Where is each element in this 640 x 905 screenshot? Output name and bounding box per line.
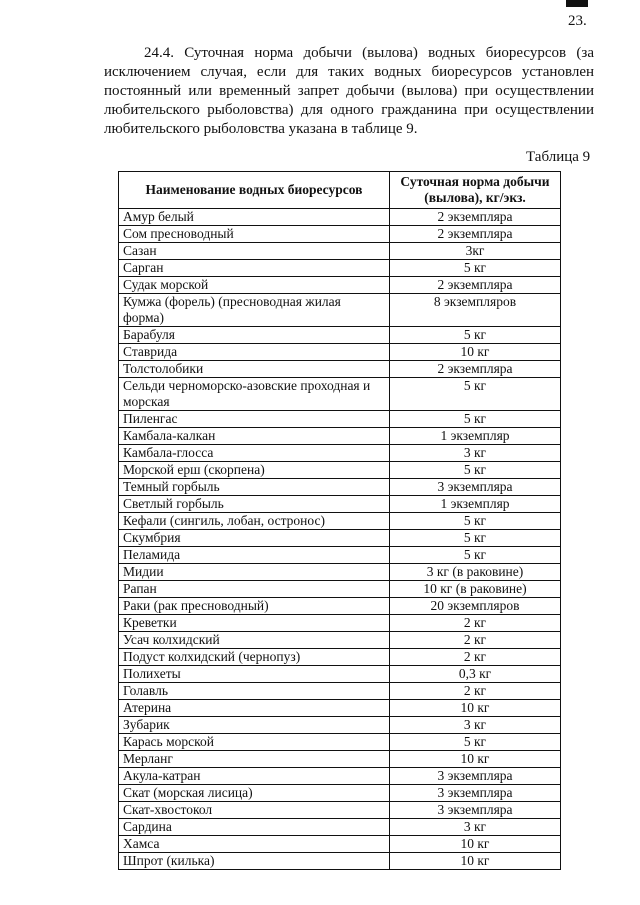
species-name: Кефали (сингиль, лобан, остронос) [119,513,390,530]
table-row [119,717,561,734]
top-edge-mark [566,0,588,7]
species-name: Сарган [119,260,390,277]
daily-norm: 10 кг [390,700,561,717]
table-row [119,479,561,496]
daily-norm: 2 кг [390,649,561,666]
daily-norm: 5 кг [390,378,561,411]
species-name: Шпрот (килька) [119,853,390,870]
table-row [119,819,561,836]
table-row [119,530,561,547]
table-row [119,226,561,243]
daily-norm: 5 кг [390,327,561,344]
daily-norm: 3 экземпляра [390,802,561,819]
species-name: Скат-хвостокол [119,802,390,819]
species-name: Барабуля [119,327,390,344]
table-row [119,411,561,428]
table-row [119,751,561,768]
table-row [119,361,561,378]
table-row [119,327,561,344]
table-row [119,768,561,785]
species-name: Амур белый [119,209,390,226]
species-name: Голавль [119,683,390,700]
table-row [119,666,561,683]
table-row [119,496,561,513]
daily-norm: 10 кг [390,836,561,853]
daily-norm: 3 экземпляра [390,785,561,802]
daily-norm: 5 кг [390,734,561,751]
table-row [119,598,561,615]
table-row [119,802,561,819]
table-row [119,547,561,564]
daily-norm: 1 экземпляр [390,428,561,445]
table-row [119,785,561,802]
species-name: Кумжа (форель) (пресноводная жилая форма) [119,294,390,327]
table-row [119,836,561,853]
species-name: Сардина [119,819,390,836]
daily-norm: 10 кг [390,853,561,870]
table-row [119,260,561,277]
species-name: Сельди черноморско-азовские проходная и морская [119,378,390,411]
species-name: Креветки [119,615,390,632]
daily-norm: 2 кг [390,632,561,649]
table-caption: Таблица 9 [526,149,591,165]
header-daily-norm: Суточная норма добычи (вылова), кг/экз. [390,172,561,209]
daily-norm: 2 экземпляра [390,226,561,243]
species-name: Скумбрия [119,530,390,547]
daily-norm: 5 кг [390,260,561,277]
daily-norm: 5 кг [390,411,561,428]
species-name: Скат (морская лисица) [119,785,390,802]
page-number: 23. [568,13,587,29]
table-row [119,277,561,294]
species-name: Карась морской [119,734,390,751]
daily-norm: 3 кг (в раковине) [390,564,561,581]
table-row [119,734,561,751]
table-row [119,853,561,870]
table-row [119,649,561,666]
daily-norm: 10 кг [390,344,561,361]
daily-norm: 3кг [390,243,561,260]
species-name: Сазан [119,243,390,260]
species-name: Судак морской [119,277,390,294]
daily-norm: 3 кг [390,819,561,836]
species-name: Сом пресноводный [119,226,390,243]
species-name: Хамса [119,836,390,853]
table-row [119,564,561,581]
table-row [119,209,561,226]
daily-norm: 3 кг [390,445,561,462]
daily-norm: 10 кг (в раковине) [390,581,561,598]
species-name: Акула-катран [119,768,390,785]
daily-norm: 3 экземпляра [390,479,561,496]
species-name: Мидии [119,564,390,581]
daily-norm: 5 кг [390,513,561,530]
species-name: Атерина [119,700,390,717]
species-name: Камбала-калкан [119,428,390,445]
table-row [119,683,561,700]
species-name: Пеламида [119,547,390,564]
species-name: Усач колхидский [119,632,390,649]
species-name: Светлый горбыль [119,496,390,513]
daily-norm: 5 кг [390,462,561,479]
table-row [119,513,561,530]
table-row [119,462,561,479]
catch-norms-table [118,171,561,870]
daily-norm: 0,3 кг [390,666,561,683]
species-name: Пиленгас [119,411,390,428]
species-name: Ставрида [119,344,390,361]
table-row [119,243,561,260]
section-paragraph: 24.4. Суточная норма добычи (вылова) водных биоресурсов (за исключением случая, если для таких водных биоресурсов установлен постоянный или временный запрет добычи (вылова) при осуществлении любительского рыболовства) для одного гражданина при осуществлении любительского рыболовства указана в таблице 9. [104,45,594,137]
table-row [119,615,561,632]
species-name: Камбала-глосса [119,445,390,462]
species-name: Мерланг [119,751,390,768]
table-row [119,632,561,649]
species-name: Рапан [119,581,390,598]
table-body [119,209,561,870]
table-row [119,428,561,445]
species-name: Зубарик [119,717,390,734]
daily-norm: 3 кг [390,717,561,734]
table-row [119,294,561,327]
species-name: Раки (рак пресноводный) [119,598,390,615]
daily-norm: 2 экземпляра [390,209,561,226]
table-row [119,378,561,411]
daily-norm: 5 кг [390,547,561,564]
species-name: Толстолобики [119,361,390,378]
daily-norm: 3 экземпляра [390,768,561,785]
daily-norm: 10 кг [390,751,561,768]
daily-norm: 5 кг [390,530,561,547]
species-name: Темный горбыль [119,479,390,496]
daily-norm: 2 кг [390,683,561,700]
daily-norm: 2 экземпляра [390,277,561,294]
table-row [119,344,561,361]
table-row [119,700,561,717]
daily-norm: 8 экземпляров [390,294,561,327]
species-name: Морской ерш (скорпена) [119,462,390,479]
table-row [119,445,561,462]
daily-norm: 2 кг [390,615,561,632]
daily-norm: 2 экземпляра [390,361,561,378]
daily-norm: 1 экземпляр [390,496,561,513]
daily-norm: 20 экземпляров [390,598,561,615]
species-name: Подуст колхидский (чернопуз) [119,649,390,666]
header-species: Наименование водных биоресурсов [119,172,390,209]
species-name: Полихеты [119,666,390,683]
table-header-row [119,172,561,209]
table-row [119,581,561,598]
